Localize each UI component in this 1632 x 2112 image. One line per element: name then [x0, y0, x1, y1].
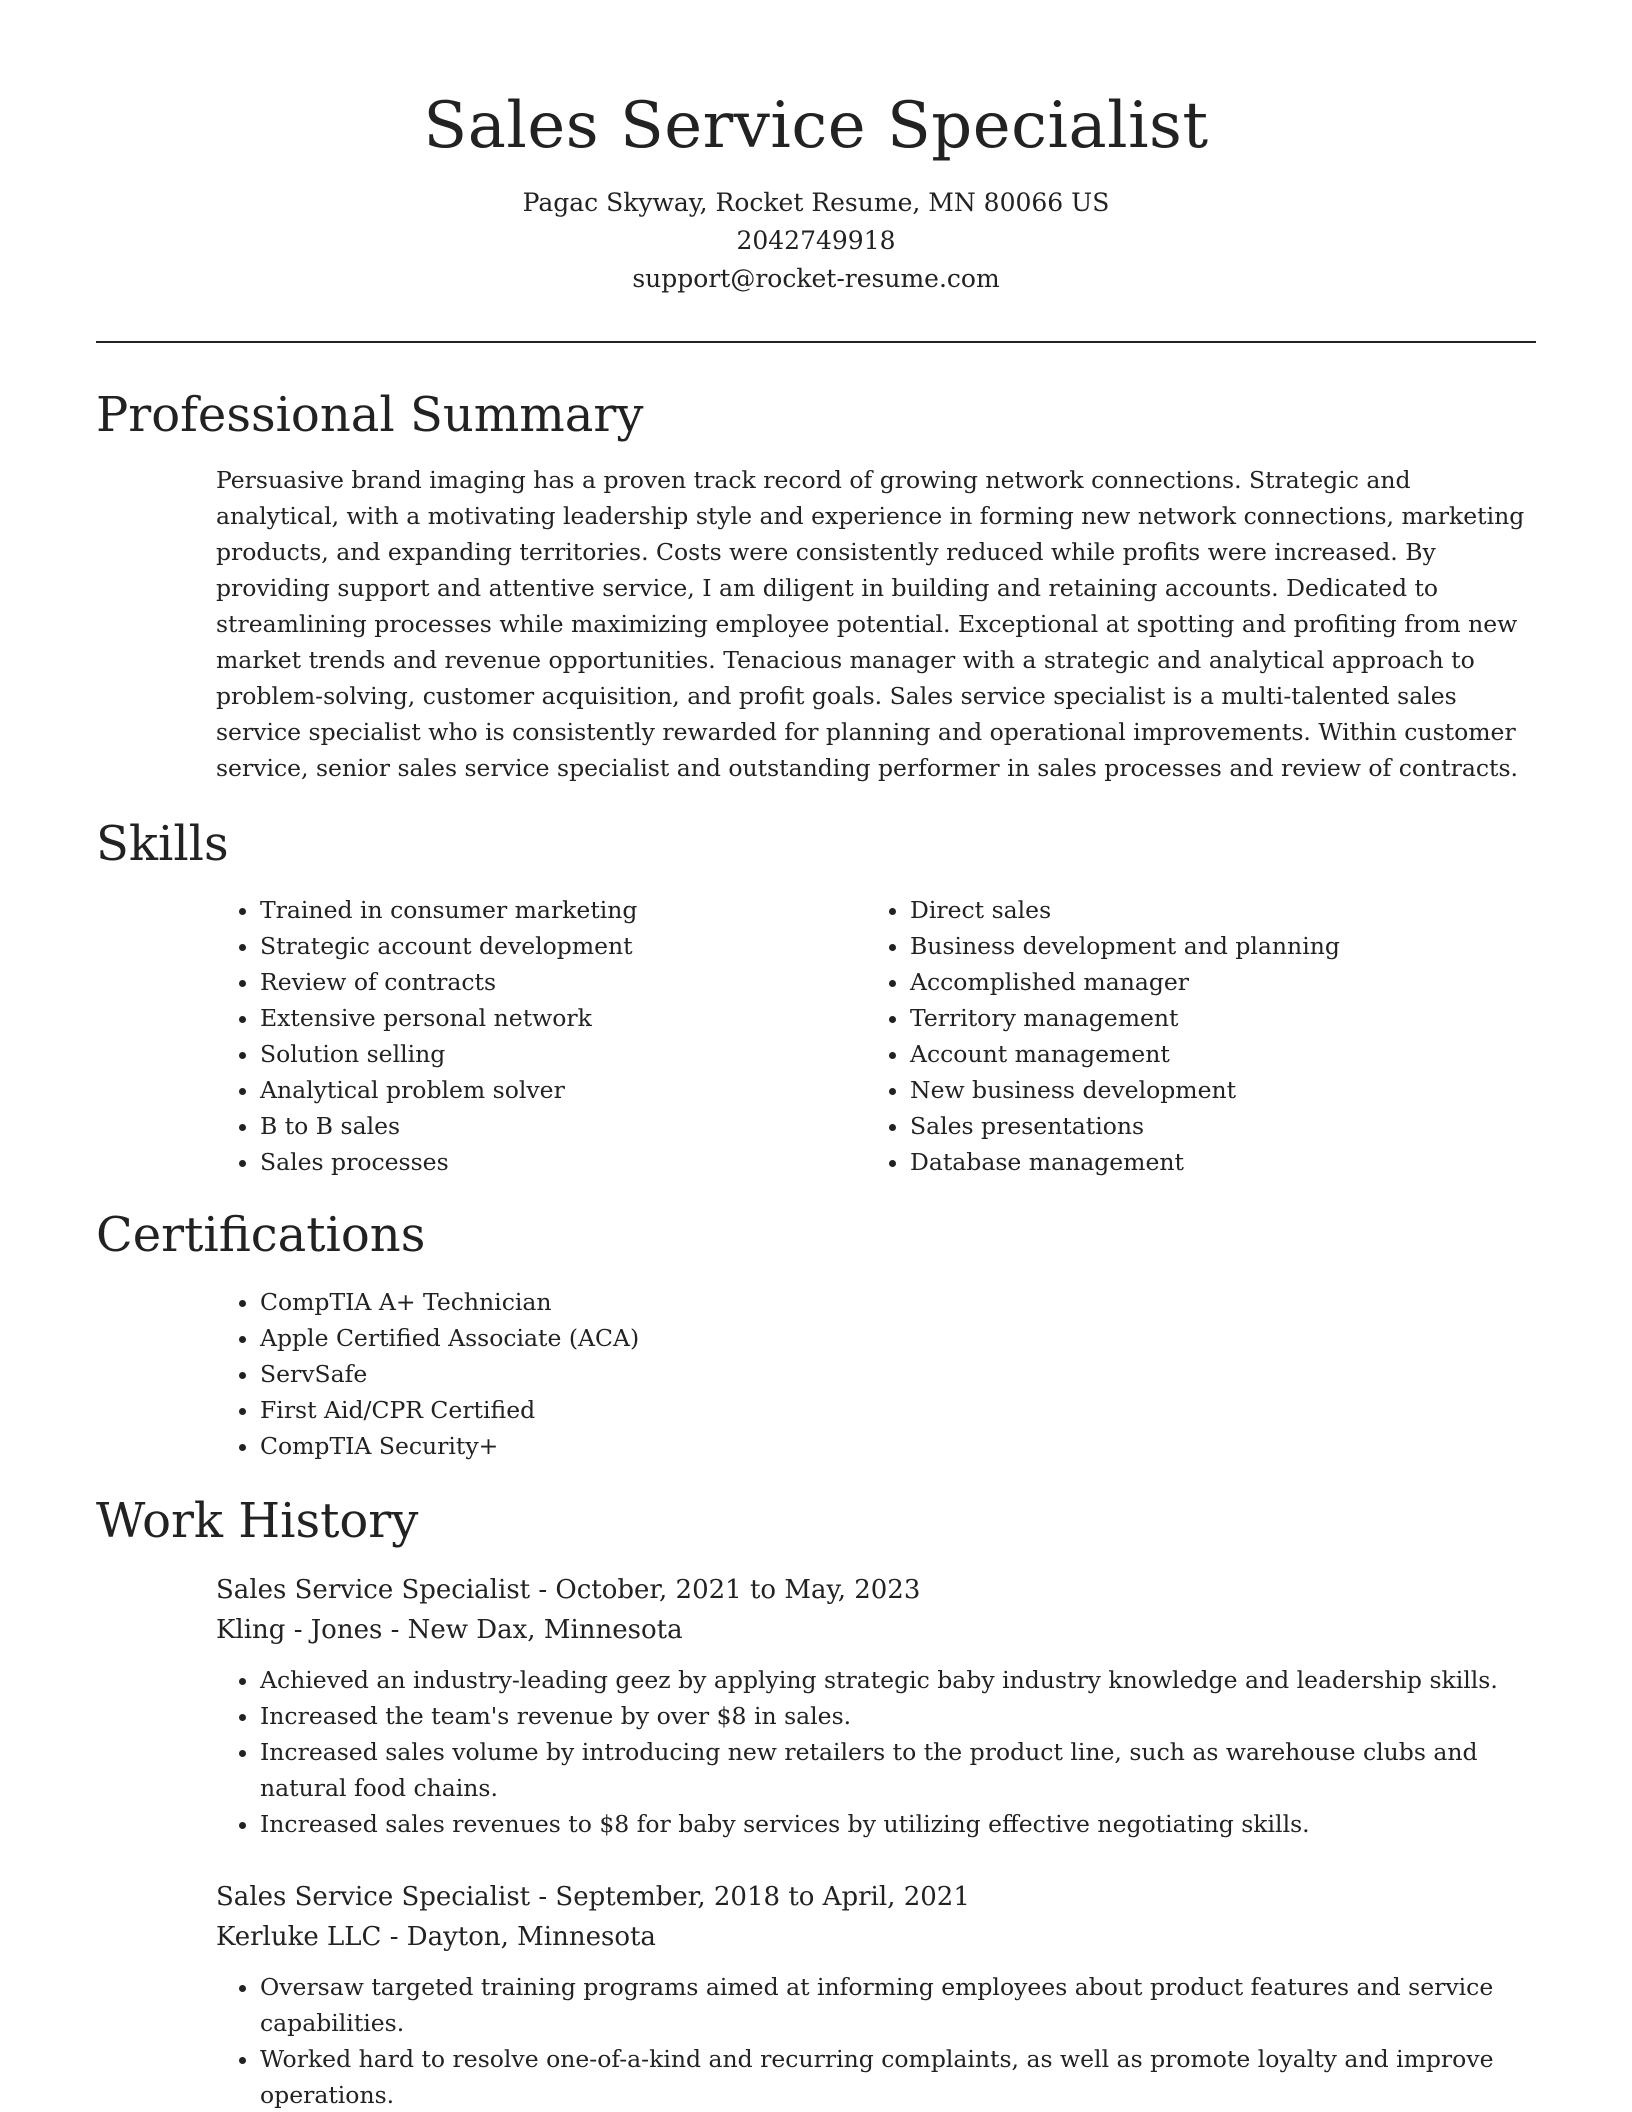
job-bullet: • Oversaw targeted training programs aimed at informing employees about product features and service capabilities.	[260, 1969, 1536, 2041]
certification-item: • CompTIA A+ Technician	[260, 1284, 1116, 1320]
certifications-list	[216, 1284, 1116, 1464]
certifications-heading: Certifications	[96, 1207, 426, 1263]
job-title-line	[216, 1570, 1536, 1610]
skill-item: • Sales processes	[260, 1144, 836, 1180]
skills-list-left	[216, 892, 836, 1180]
job-bullets	[216, 1662, 1536, 1842]
skill-item: • B to B sales	[260, 1108, 836, 1144]
skill-item: • Database management	[910, 1144, 1486, 1180]
job-bullet: • Increased sales revenues to $8 for baby services by utilizing effective negotiating skills.	[260, 1806, 1536, 1842]
job-bullets	[216, 1969, 1536, 2112]
job-position: Sales Service Specialist	[216, 1882, 531, 1912]
skill-item: • Review of contracts	[260, 964, 836, 1000]
job-bullet: • Achieved an industry-leading geez by applying strategic baby industry knowledge and leadership skills.	[260, 1662, 1536, 1698]
header-divider	[96, 341, 1536, 343]
skill-item: • Business development and planning	[910, 928, 1486, 964]
skill-item: • Solution selling	[260, 1036, 836, 1072]
skill-item: • Trained in consumer marketing	[260, 892, 836, 928]
skill-item: • Extensive personal network	[260, 1000, 836, 1036]
skill-item: • Strategic account development	[260, 928, 836, 964]
job-location: - Dayton, Minnesota	[381, 1922, 656, 1952]
certifications-block	[216, 1284, 1116, 1464]
skills-column-left	[216, 892, 836, 1180]
skills-list-right	[866, 892, 1486, 1180]
job-company: Kling - Jones	[216, 1615, 383, 1645]
job-title-line	[216, 1877, 1536, 1917]
job-entry	[216, 1570, 1536, 1842]
certification-item: • Apple Certified Associate (ACA)	[260, 1320, 1116, 1356]
job-bullet: • Increased the team's revenue by over $8 in sales.	[260, 1698, 1536, 1734]
job-company: Kerluke LLC	[216, 1922, 382, 1952]
address: Pagac Skyway, Rocket Resume, MN 80066 US	[522, 188, 1110, 217]
summary-text: Persuasive brand imaging has a proven track record of growing network connections. Strategic and analytical, with a motivating leadership style and experience in forming new network connections, marketing products, and expanding territories. Costs were consistently reduced while profits were increased. By providing support and attentive service, I am diligent in building and retaining accounts. Dedicated to streamlining processes while maximizing employee potential. Exceptional at spotting and profiting from new market trends and revenue opportunities. Tenacious manager with a strategic and analytical approach to problem-solving, customer acquisition, and profit goals. Sales service specialist is a multi-talented sales service specialist who is consistently rewarded for planning and operational improvements. Within customer service, senior sales service specialist and outstanding performer in sales processes and review of contracts.	[216, 466, 1525, 782]
job-location: - New Dax, Minnesota	[382, 1615, 683, 1645]
job-dates: - October, 2021 to May, 2023	[530, 1575, 921, 1605]
job-bullet: • Increased sales volume by introducing new retailers to the product line, such as warehouse clubs and natural food chains.	[260, 1734, 1536, 1806]
skills-column-right	[866, 892, 1486, 1180]
job-position: Sales Service Specialist	[216, 1575, 531, 1605]
job-company-line	[216, 1610, 1536, 1650]
resume-header	[0, 78, 1632, 298]
certification-item: • CompTIA Security+	[260, 1428, 1116, 1464]
job-dates: - September, 2018 to April, 2021	[530, 1882, 970, 1912]
skill-item: • Account management	[910, 1036, 1486, 1072]
certification-item: • ServSafe	[260, 1356, 1116, 1392]
skill-item: • Territory management	[910, 1000, 1486, 1036]
skill-item: • Direct sales	[910, 892, 1486, 928]
skill-item: • Sales presentations	[910, 1108, 1486, 1144]
job-entry	[216, 1877, 1536, 2112]
work-history-heading: Work History	[96, 1493, 419, 1549]
phone: 2042749918	[736, 226, 896, 255]
skills-heading: Skills	[96, 816, 229, 872]
job-bullet: • Worked hard to resolve one-of-a-kind and recurring complaints, as well as promote loyalty and improve operations.	[260, 2041, 1536, 2112]
job-company-line	[216, 1917, 1536, 1957]
skill-item: • Accomplished manager	[910, 964, 1486, 1000]
certification-item: • First Aid/CPR Certified	[260, 1392, 1116, 1428]
summary-heading: Professional Summary	[96, 387, 644, 443]
skill-item: • Analytical problem solver	[260, 1072, 836, 1108]
email: support@rocket-resume.com	[632, 264, 1000, 293]
skill-item: • New business development	[910, 1072, 1486, 1108]
candidate-name: Sales Service Specialist	[423, 89, 1209, 163]
